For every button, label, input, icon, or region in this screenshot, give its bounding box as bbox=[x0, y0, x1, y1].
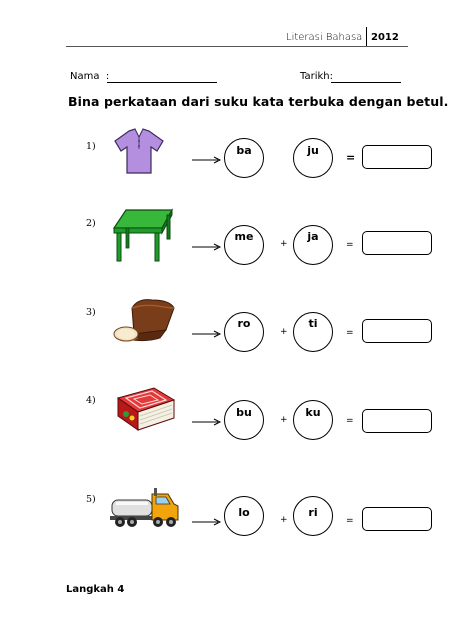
name-label: Nama : bbox=[70, 71, 110, 82]
syllable-1: ba bbox=[236, 144, 252, 157]
arrow-icon bbox=[192, 325, 222, 343]
syllable-1: me bbox=[234, 230, 254, 243]
equals-sign: = bbox=[346, 240, 354, 250]
arrow-icon bbox=[192, 238, 222, 256]
syllable-1: ro bbox=[237, 317, 251, 330]
header-divider bbox=[366, 27, 367, 47]
footer-step: Langkah 4 bbox=[66, 584, 125, 595]
syllable-2: ri bbox=[308, 506, 318, 519]
item-number: 3) bbox=[86, 307, 96, 318]
shirt-icon bbox=[113, 127, 165, 182]
item-number: 2) bbox=[86, 218, 96, 229]
answer-box-1[interactable] bbox=[362, 145, 432, 169]
table-icon bbox=[112, 206, 174, 273]
syllable-2: ju bbox=[307, 144, 319, 157]
name-field[interactable] bbox=[107, 82, 217, 83]
header-subject: Literasi Bahasa bbox=[286, 32, 363, 43]
answer-box-5[interactable] bbox=[362, 507, 432, 531]
lorry-icon bbox=[108, 486, 180, 535]
equals-sign: = bbox=[346, 328, 354, 338]
syllable-2: ku bbox=[305, 406, 321, 419]
equals-sign: = bbox=[346, 416, 354, 426]
arrow-icon bbox=[192, 151, 222, 169]
syllable-1: lo bbox=[238, 506, 250, 519]
header-year: 2012 bbox=[371, 32, 399, 43]
equals-sign: = bbox=[346, 516, 354, 526]
item-number: 1) bbox=[86, 141, 96, 152]
instruction-text: Bina perkataan dari suku kata terbuka dengan betul. bbox=[68, 94, 449, 109]
item-number: 5) bbox=[86, 494, 96, 505]
arrow-icon bbox=[192, 413, 222, 431]
plus-sign: + bbox=[280, 327, 288, 337]
answer-box-3[interactable] bbox=[362, 319, 432, 343]
book-icon bbox=[114, 386, 176, 441]
answer-box-2[interactable] bbox=[362, 231, 432, 255]
plus-sign: + bbox=[280, 515, 288, 525]
equals-sign: = bbox=[346, 151, 356, 164]
plus-sign: + bbox=[280, 415, 288, 425]
date-field[interactable] bbox=[331, 82, 401, 83]
plus-sign: + bbox=[280, 239, 288, 249]
arrow-icon bbox=[192, 513, 222, 531]
syllable-2: ja bbox=[307, 230, 319, 243]
item-number: 4) bbox=[86, 395, 96, 406]
answer-box-4[interactable] bbox=[362, 409, 432, 433]
syllable-2: ti bbox=[308, 317, 318, 330]
header-rule bbox=[66, 46, 408, 47]
date-label: Tarikh: bbox=[300, 71, 333, 82]
bread-icon bbox=[112, 298, 176, 351]
syllable-1: bu bbox=[236, 406, 252, 419]
